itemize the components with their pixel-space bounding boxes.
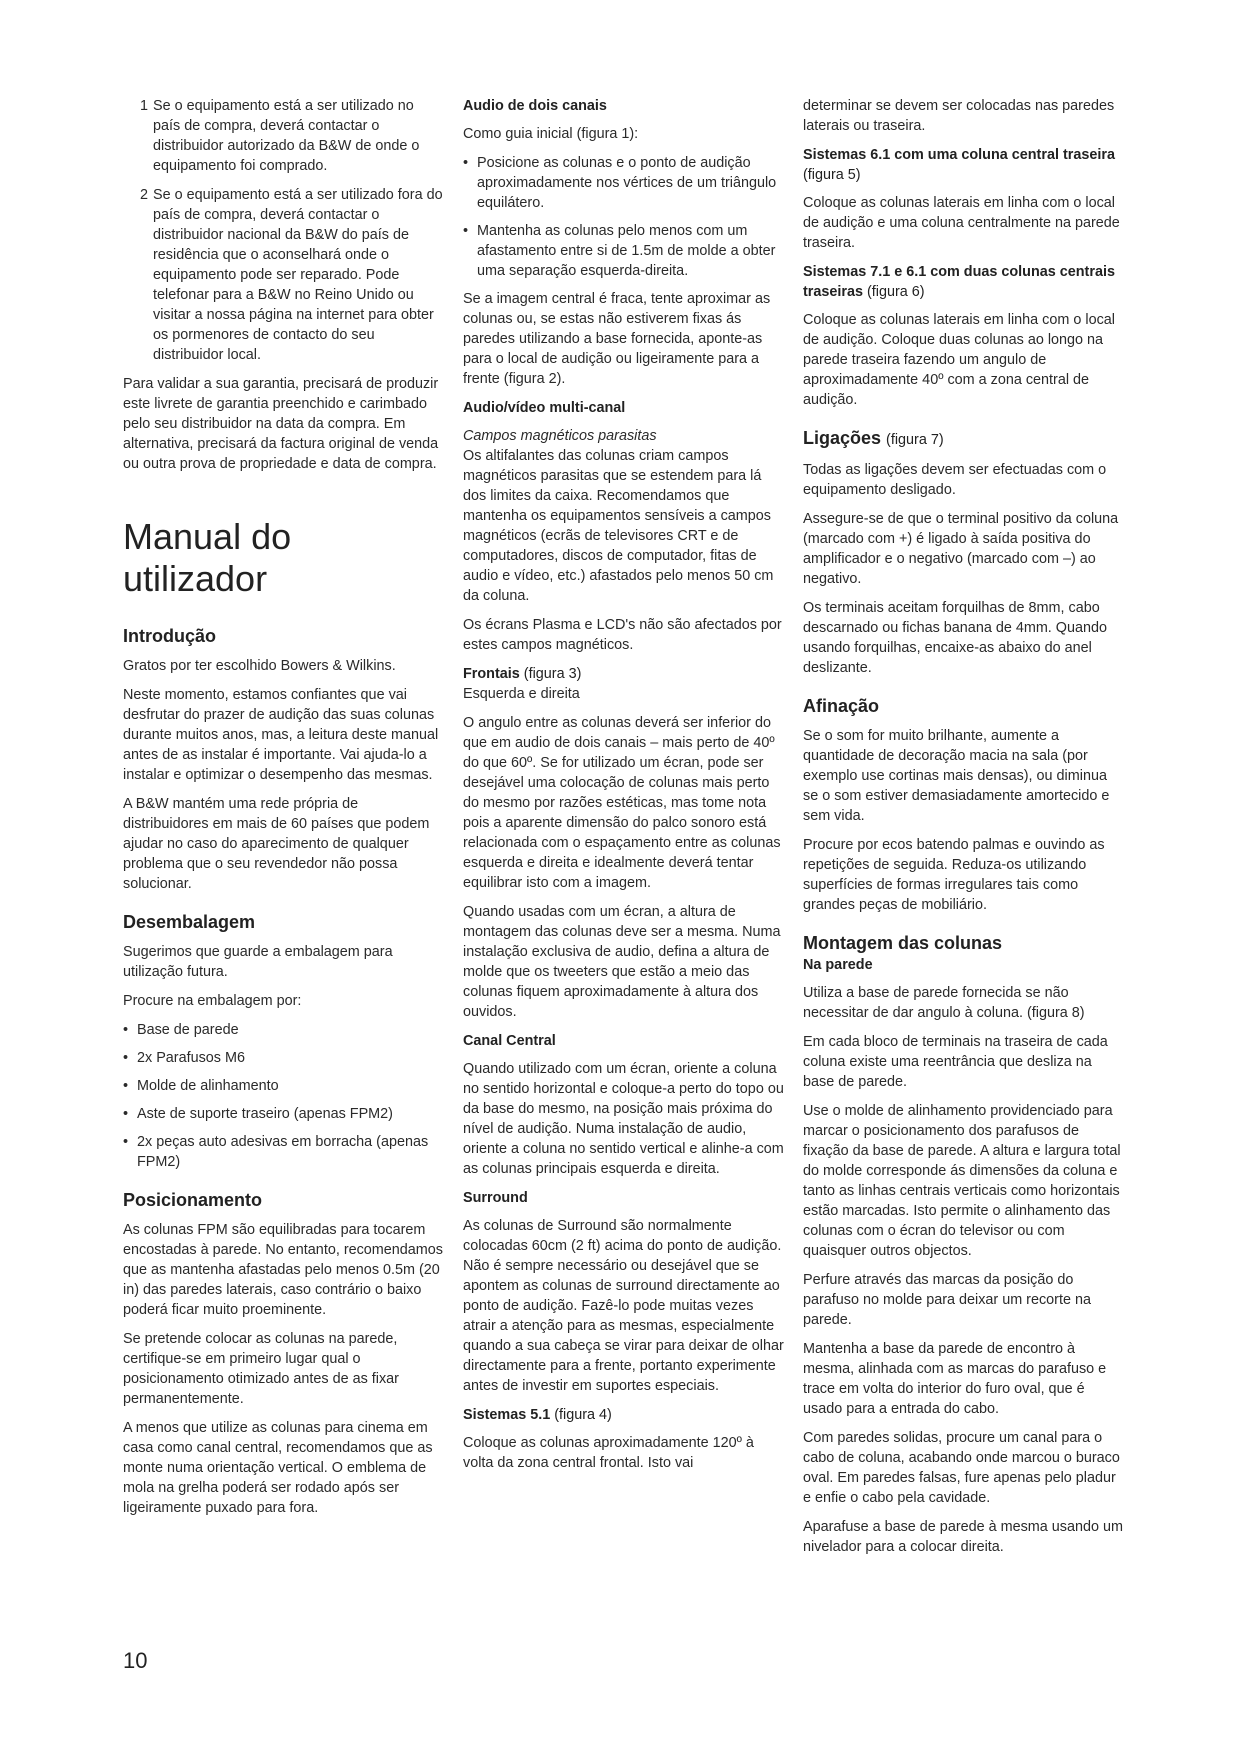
systems-51-paragraph: Coloque as colunas aproximadamente 120º à volta da zona central frontal. Isto vai (463, 1435, 754, 1471)
column-1 (123, 96, 443, 1527)
front-paragraph: Quando usadas com um écran, a altura de montagem das colunas deve ser a mesma. Numa instalação exclusiva de audio, defina a altura de molde que os tweeters que estão a meio das colunas fiquem aproximadamente à altura dos ouvidos. (463, 904, 781, 1020)
intro-paragraph: A B&W mantém uma rede própria de distribuidores em mais de 60 países que podem ajudar no caso do aparecimento de qualquer problema que o seu revendedor não possa solucionar. (123, 796, 430, 892)
column-2 (463, 96, 785, 1482)
package-contents-list (123, 1020, 443, 1172)
positioning-heading: Posicionamento (123, 1190, 263, 1210)
list-item: • Base de parede (123, 1022, 239, 1038)
tuning-paragraph: Se o som for muito brilhante, aumente a quantidade de decoração macia na sala (por exemplo use cortinas mais densas), ou diminua se o som estiver demasiadamente amortecido e sem vida. (803, 728, 1110, 824)
wall-mount-heading: Na parede (803, 957, 873, 973)
front-heading: Frontais (figura 3) (463, 666, 582, 682)
connections-paragraph: Todas as ligações devem ser efectuadas com o equipamento desligado. (803, 462, 1107, 498)
connections-paragraph: Os terminais aceitam forquilhas de 8mm, cabo descarnado ou fichas banana de 4mm. Quando usando forquilhas, encaixe-as abaixo do anel deslizante. (803, 600, 1108, 676)
systems-71-heading: Sistemas 7.1 e 6.1 com duas colunas centrais traseiras (figura 6) (803, 264, 1115, 300)
warranty-item-2 (123, 185, 443, 365)
two-channel-heading: Audio de dois canais (463, 98, 607, 114)
center-channel-paragraph: Quando utilizado com um écran, oriente a coluna no sentido horizontal e coloque-a perto do topo ou da base do mesmo, na posição mais próxima do nível de audição. Numa instalação de audio, oriente a coluna no sentido vertical e alinhe-a com as colunas principais esquerda e direita. (463, 1061, 784, 1177)
surround-heading: Surround (463, 1190, 528, 1206)
connections-paragraph: Assegure-se de que o terminal positivo da coluna (marcado com +) é ligado à saída positiva do amplificador e o negativo (marcado com –) ao negativo. (803, 511, 1119, 587)
figure-reference: (figura 4) (554, 1407, 612, 1423)
list-item: • Posicione as colunas e o ponto de audição aproximadamente nos vértices de um triângulo equilátero. (463, 155, 777, 211)
tuning-heading: Afinação (803, 696, 880, 716)
wall-mount-paragraph: Com paredes solidas, procure um canal para o cabo de coluna, acabando onde marcou o buraco oval. Em paredes falsas, fure apenas pelo pladur e enfie o cabo pela cavidade. (803, 1430, 1120, 1506)
warranty-item-1-text: Se o equipamento está a ser utilizado no país de compra, deverá contactar o distribuidor autorizado da B&W de onde o equipamento foi comprado. (153, 98, 420, 174)
positioning-paragraph: Se pretende colocar as colunas na parede, certifique-se em primeiro lugar qual o posicionamento otimizado antes de as fixar permanentemente. (123, 1331, 399, 1407)
mounting-heading: Montagem das colunas (803, 933, 1003, 953)
bullet-icon: • (123, 1078, 129, 1094)
bullet-icon: • (463, 223, 469, 239)
bullet-icon: • (123, 1106, 129, 1122)
warranty-item-2-text: Se o equipamento está a ser utilizado fora do país de compra, deverá contactar o distribuidor nacional da B&W do país de residência que o aconselhará onde o equipamento pode ser reparado. Pode telefonar para a B&W no Reino Unido ou visitar a nossa página na internet para obter os pormenores de contacto do seu distribuidor local. (153, 187, 443, 363)
warranty-item-1 (123, 96, 443, 176)
list-item: • 2x Parafusos M6 (123, 1050, 245, 1066)
list-item: • Aste de suporte traseiro (apenas FPM2) (123, 1106, 393, 1122)
wall-mount-paragraph: Em cada bloco de terminais na traseira de cada coluna existe uma reentrância que desliza na base de parede. (803, 1034, 1108, 1090)
systems-71-paragraph: Coloque as colunas laterais em linha com o local de audição. Coloque duas colunas ao longo na parede traseira fazendo um angulo de aproximadamente 40º com a zona central de audição. (803, 312, 1115, 408)
bullet-icon: • (123, 1134, 129, 1150)
intro-paragraph: Neste momento, estamos confiantes que vai desfrutar do prazer de audição das suas colunas durante muitos anos, mas, a leitura deste manual antes de as instalar é importante. Vai ajuda-lo a instalar e optimizar o desempenho das mesmas. (123, 687, 439, 783)
wall-mount-paragraph: Mantenha a base da parede de encontro à mesma, alinhada com as marcas do parafuso e trace em volta do interior do furo oval, que é usado para a entrada do cabo. (803, 1341, 1107, 1417)
bullet-icon: • (123, 1022, 129, 1038)
figure-reference: (figura 7) (886, 432, 944, 448)
unpacking-heading: Desembalagem (123, 912, 256, 932)
page-number: 10 (123, 1648, 148, 1673)
tuning-paragraph: Procure por ecos batendo palmas e ouvindo as repetições de seguida. Reduza-os utilizando superfícies de formas irregulares tais como grandes peças de mobiliário. (803, 837, 1105, 913)
bullet-icon: • (123, 1050, 129, 1066)
positioning-paragraph: As colunas FPM são equilibradas para tocarem encostadas à parede. No entanto, recomendamos que as mantenha afastadas pelo menos 0.5m (20 in) das paredes laterais, caso contrário o baixo poderá ficar muito proeminente. (123, 1222, 443, 1318)
figure-reference: (figura 3) (523, 666, 582, 682)
two-channel-intro: Como guia inicial (figura 1): (463, 126, 639, 142)
bullet-icon: • (463, 155, 469, 171)
center-channel-heading: Canal Central (463, 1033, 556, 1049)
front-subheading: Esquerda e direita (463, 686, 580, 702)
wall-mount-paragraph: Use o molde de alinhamento providenciado para marcar o posicionamento dos parafusos de fixação da base de parede. A altura e largura total do molde corresponde ás dimensões da coluna e tanto as linhas centrais verticais como horizontais estão marcadas. Isto permite o alinhamento das colunas com o écran do televisor ou com quaisquer outros objectos. (803, 1103, 1121, 1259)
positioning-paragraph: A menos que utilize as colunas para cinema em casa como canal central, recomendamos que as monte numa orientação vertical. O emblema de mola na grelha poderá ser rodado após ser ligeiramente puxado para fora. (123, 1420, 433, 1516)
systems-61-heading: Sistemas 6.1 com uma coluna central traseira (figura 5) (803, 147, 1115, 183)
list-number: 2 (140, 187, 149, 203)
list-number: 1 (140, 98, 149, 114)
av-paragraph: Os écrans Plasma e LCD's não são afectados por estes campos magnéticos. (463, 617, 782, 653)
unpacking-paragraph: Sugerimos que guarde a embalagem para utilização futura. (123, 944, 393, 980)
intro-paragraph: Gratos por ter escolhido Bowers & Wilkins. (123, 658, 396, 674)
figure-reference: (figura 5) (803, 167, 861, 183)
magnetic-fields-subheading: Campos magnéticos parasitas (463, 428, 657, 444)
unpacking-paragraph: Procure na embalagem por: (123, 993, 302, 1009)
two-channel-list (463, 153, 785, 281)
figure-reference: (figura 6) (867, 284, 925, 300)
manual-title: Manual do utilizador (123, 516, 292, 599)
list-item: • 2x peças auto adesivas em borracha (apenas FPM2) (123, 1134, 429, 1170)
wall-mount-paragraph: Utiliza a base de parede fornecida se não necessitar de dar angulo à coluna. (figura 8) (803, 985, 1085, 1021)
front-paragraph: O angulo entre as colunas deverá ser inferior do que em audio de dois canais – mais perto de 40º do que 60º. Se for utilizado um écran, pode ser desejável uma colocação de colunas mais perto do mesmo por razões estéticas, mas tome nota pois a aparente dimensão do palco sonoro está relacionada com o espaçamento entre as colunas esquerda e direita e idealmente deverá tentar equilibrar isto com a imagem. (463, 715, 781, 891)
av-multichannel-heading: Audio/vídeo multi-canal (463, 400, 626, 416)
intro-heading: Introdução (123, 626, 216, 646)
wall-mount-paragraph: Aparafuse a base de parede à mesma usando um nivelador para a colocar direita. (803, 1519, 1123, 1555)
warranty-validation-paragraph: Para validar a sua garantia, precisará de produzir este livrete de garantia preenchido e carimbado pelo seu distribuidor na data da compra. Em alternativa, precisará da factura original de venda ou outra prova de propriedade e data de compra. (123, 376, 439, 472)
connections-heading: Ligações (figura 7) (803, 428, 944, 448)
systems-51-heading: Sistemas 5.1 (figura 4) (463, 1407, 612, 1423)
list-item: • Mantenha as colunas pelo menos com um afastamento entre si de 1.5m de molde a obter uma separação esquerda-direita. (463, 223, 776, 279)
continued-paragraph: determinar se devem ser colocadas nas paredes laterais ou traseira. (803, 98, 1115, 134)
list-item: • Molde de alinhamento (123, 1078, 279, 1094)
column-3 (803, 96, 1125, 1566)
surround-paragraph: As colunas de Surround são normalmente colocadas 60cm (2 ft) acima do ponto de audição. Não é sempre necessário ou desejável que se apontem as colunas de surround directamente ao ponto de audição. Fazê-lo pode muitas vezes atrair a atenção para as mesmas, especialmente quando a sua cabeça se virar para deixar de olhar directamente para a frente, portanto experimente antes de investir em suportes especiais. (463, 1218, 784, 1394)
two-channel-paragraph: Se a imagem central é fraca, tente aproximar as colunas ou, se estas não estiverem fixas ás paredes utilizando a base fornecida, aponte-as para o local de audição ou ligeiramente para a frente (figura 2). (463, 291, 771, 387)
wall-mount-paragraph: Perfure através das marcas da posição do parafuso no molde para deixar um recorte na parede. (803, 1272, 1091, 1328)
systems-61-paragraph: Coloque as colunas laterais em linha com o local de audição e uma coluna centralmente na parede traseira. (803, 195, 1120, 251)
av-paragraph: Os altifalantes das colunas criam campos magnéticos parasitas que se estendem para lá dos limites da caixa. Recomendamos que mantenha os equipamentos sensíveis a campos magnéticos (ecrãs de televisores CRT e de computadores, discos de computador, fitas de audio e vídeo, etc.) afastados pelo menos 50 cm da coluna. (463, 448, 774, 604)
